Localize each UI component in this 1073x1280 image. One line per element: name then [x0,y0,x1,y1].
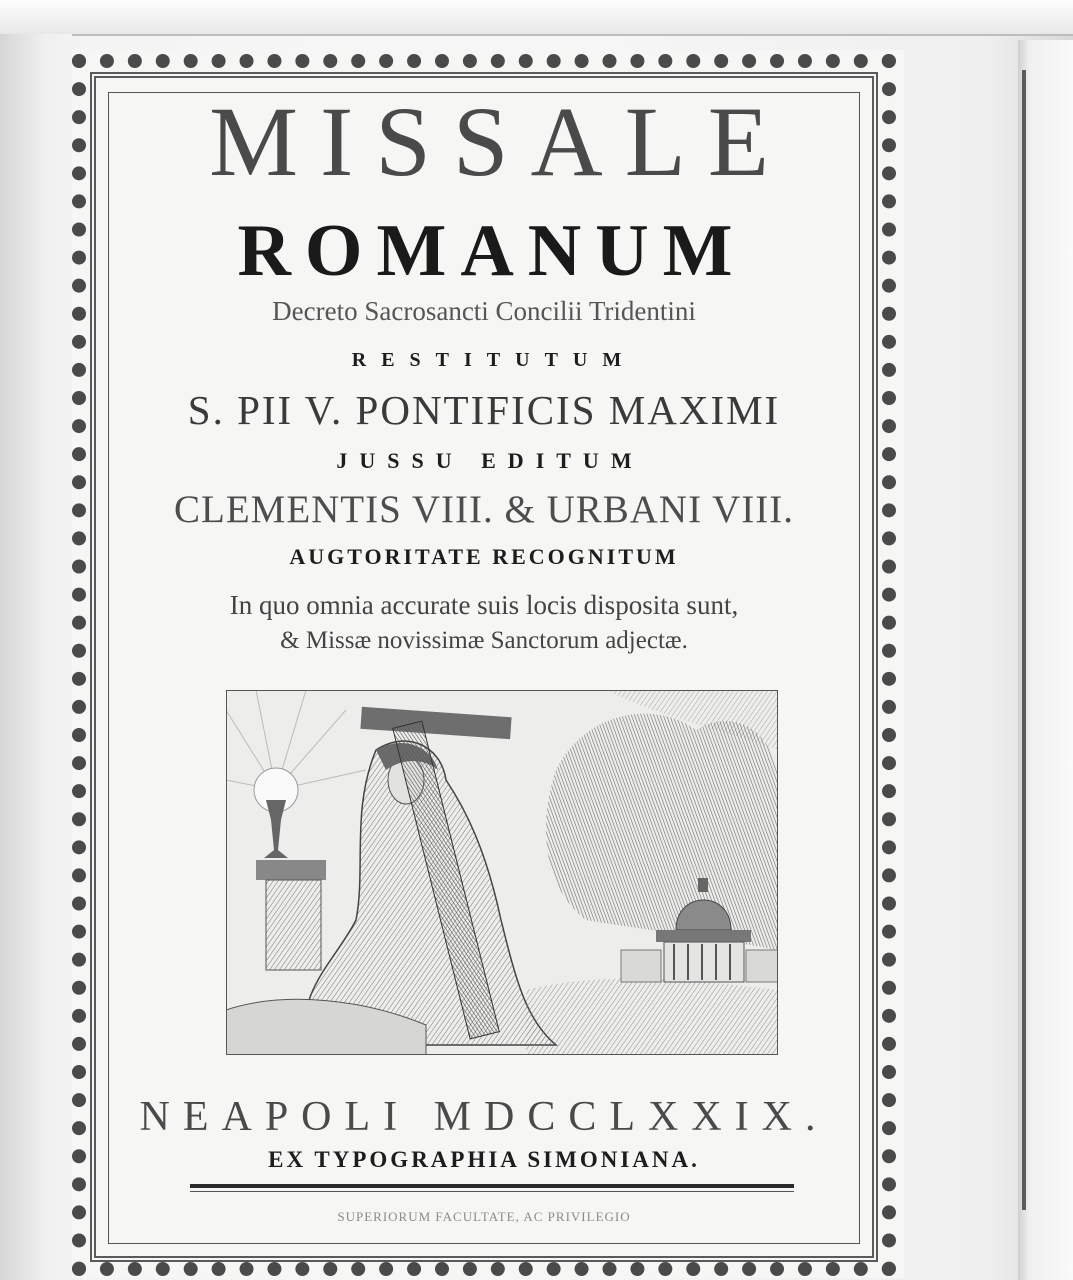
divider-rule [190,1184,794,1188]
top-page-edge [0,0,1073,36]
pius-v-line: S. PII V. PONTIFICIS MAXIMI [187,387,781,433]
decree-line: Decreto Sacrosancti Concilii Tridentini [272,296,696,326]
title-romanum: ROMANUM [237,210,747,292]
restitutum-line: RESTITUTUM [351,349,637,371]
printer-line: EX TYPOGRAPHIA SIMONIANA. [268,1147,700,1172]
jussu-editum-line: JUSSU EDITUM [336,448,644,473]
privilege-line: SUPERIORUM FACULTATE, AC PRIVILEGIO [337,1209,631,1224]
title-missale: MISSALE [209,86,791,197]
divider-rule-thin [190,1191,794,1192]
description-line-1: In quo omnia accurate suis locis disposita sunt, [229,590,739,620]
description-line-2: & Missæ novissimæ Sanctorum adjectæ. [280,627,688,654]
auctoritate-line: AUGTORITATE RECOGNITUM [289,544,679,569]
place-year-line: NEAPOLI MDCCLXXIX. [139,1094,829,1140]
facing-page-rule [1022,70,1026,1210]
left-page-edge [0,34,72,1280]
engraving-allegory-icon [226,690,778,1055]
facing-page-edge [1018,40,1073,1280]
clement-urban-line: CLEMENTIS VIII. & URBANI VIII. [173,488,794,531]
